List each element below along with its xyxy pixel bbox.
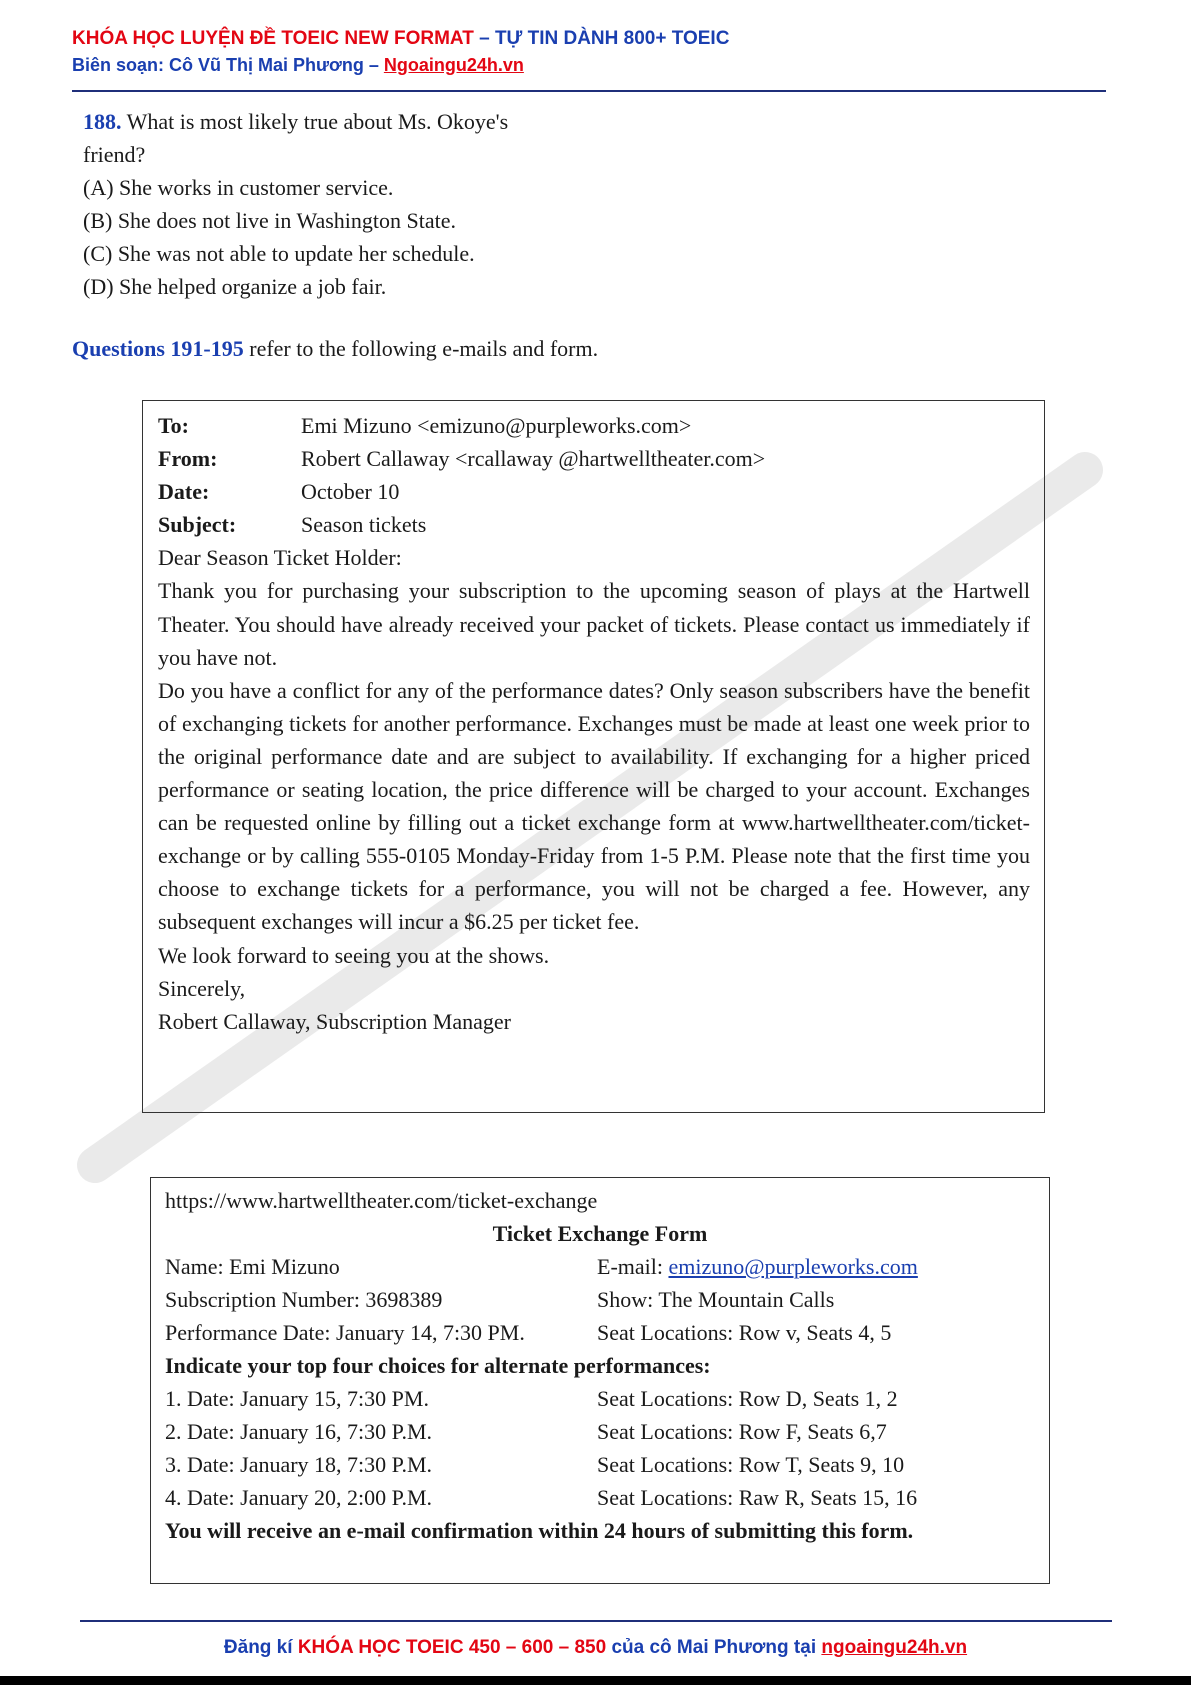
choice-row: 2. Date: January 16, 7:30 P.M. Seat Locations: Row F, Seats 6,7 <box>165 1419 887 1444</box>
email-paragraph-2: Do you have a conflict for any of the performance dates? Only season subscribers have the benefit of exchanging tickets for another performance. Exchanges must be made at least one week prior to the original performance date and are subject to availability. If exchanging for a higher priced performance or seating location, the price difference will be charged to your account. Exchanges can be requested online by filling out a ticket exchange form at www.hartwelltheater.com/ticket-exchange or by calling 555-0105 Monday-Friday from 1-5 P.M. Please note that the first time you choose to exchange tickets for a performance, you will not be charged a fee. However, any subsequent exchanges will incur a $6.25 per ticket fee. <box>158 677 1030 935</box>
email-header-date: Date: October 10 <box>158 479 400 505</box>
footer-site-link[interactable]: ngoaingu24h.vn <box>821 1637 968 1658</box>
email-signature: Robert Callaway, Subscription Manager <box>158 1008 511 1034</box>
form-title: Ticket Exchange Form <box>492 1221 708 1246</box>
course-title: KHÓA HỌC LUYỆN ĐỀ TOEIC NEW FORMAT – TỰ TIN DÀNH 800+ TOEIC <box>72 28 730 49</box>
choice-row: 3. Date: January 18, 7:30 P.M. Seat Locations: Row T, Seats 9, 10 <box>165 1452 905 1477</box>
footer-divider <box>80 1620 1112 1622</box>
email-header-subject: Subject: Season tickets <box>158 512 427 538</box>
question-stem-continued: friend? <box>83 142 146 167</box>
form-row-subscription: Subscription Number: 3698389 Show: The Mountain Calls <box>165 1287 835 1312</box>
email-greeting: Dear Season Ticket Holder: <box>158 545 402 571</box>
question-number: 188. <box>83 109 122 134</box>
option-c: (C) She was not able to update her schedule. <box>83 241 475 266</box>
form-row-performance: Performance Date: January 14, 7:30 PM. Seat Locations: Row v, Seats 4, 5 <box>165 1320 892 1345</box>
email-header-to: To: Emi Mizuno <emizuno@purpleworks.com> <box>158 413 692 438</box>
email-closing: Sincerely, <box>158 975 246 1001</box>
footer: Đăng kí KHÓA HỌC TOEIC 450 – 600 – 850 của cô Mai Phương tại ngoaingu24h.vn <box>223 1637 968 1658</box>
questions-intro: Questions 191-195 refer to the following e-mails and form. <box>72 336 599 361</box>
choice-row: 1. Date: January 15, 7:30 PM. Seat Locations: Row D, Seats 1, 2 <box>165 1386 898 1411</box>
option-b: (B) She does not live in Washington State. <box>83 208 457 233</box>
option-d: (D) She helped organize a job fair. <box>83 274 387 299</box>
header-divider <box>72 90 1106 92</box>
form-email-link[interactable]: emizuno@purpleworks.com <box>668 1254 918 1279</box>
header-site-link[interactable]: Ngoaingu24h.vn <box>383 55 524 75</box>
email-header-from: From: Robert Callaway <rcallaway @hartwelltheater.com> <box>158 446 766 472</box>
form-row-name: Name: Emi Mizuno E-mail: emizuno@purpleworks.com <box>165 1254 918 1279</box>
email-box <box>142 400 1045 1113</box>
choice-row: 4. Date: January 20, 2:00 P.M. Seat Locations: Raw R, Seats 15, 16 <box>165 1485 918 1510</box>
question-188: 188. What is most likely true about Ms. Okoye's friend? (A) She works in customer service. (B) She does not live in Washington State. (C) She was not able to update her schedule. (D) She helped organize a job fair. <box>83 105 508 303</box>
form-confirmation: You will receive an e-mail confirmation within 24 hours of submitting this form. <box>165 1518 914 1543</box>
email-paragraph-1: Thank you for purchasing your subscription to the upcoming season of plays at the Hartwell Theater. You should have already received your packet of tickets. Please contact us immediately if you have not. <box>158 578 1030 670</box>
email-paragraph-3: We look forward to seeing you at the shows. <box>158 942 550 968</box>
author-line: Biên soạn: Cô Vũ Thị Mai Phương – Ngoaingu24h.vn <box>72 55 524 75</box>
option-a: (A) She works in customer service. <box>83 175 394 200</box>
ticket-exchange-form <box>150 1177 1050 1584</box>
form-instruction: Indicate your top four choices for alternate performances: <box>165 1353 711 1378</box>
form-url: https://www.hartwelltheater.com/ticket-exchange <box>165 1188 598 1213</box>
bottom-bar <box>0 1676 1191 1685</box>
